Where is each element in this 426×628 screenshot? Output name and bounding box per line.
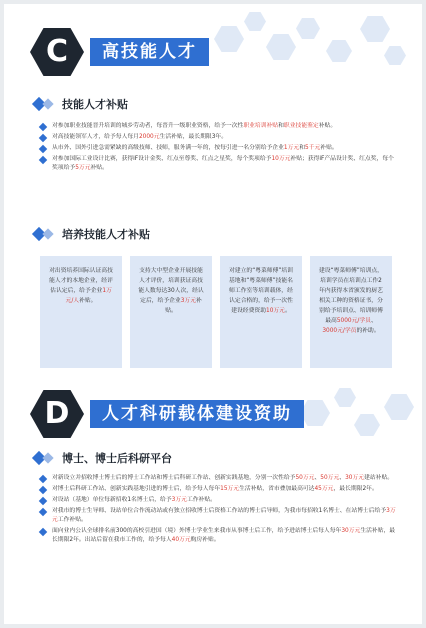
body-text: 补贴；获得iF产品设计奖、红点奖，每个奖项给予	[52, 156, 394, 171]
highlight-text: 50万元	[295, 475, 315, 481]
highlight-text: 50万元	[320, 475, 340, 481]
body-text: 购房补贴。	[190, 537, 220, 543]
section-d-title: 人才科研载体建设资助	[90, 400, 304, 428]
body-text: 面向业内公认全球排名前300的高校引进国（境）外博士学业生来我市从事博士后工作，给予进站博士后每人每年	[52, 528, 342, 534]
body-text: 。	[284, 308, 291, 314]
bullet-item	[40, 122, 396, 131]
subsection-title-text: 技能人才补贴	[62, 98, 128, 111]
highlight-text: 30万元	[345, 475, 365, 481]
body-text: 对出资培养国际认证高技能人才的本地企业，经评估认定后，给予企业	[49, 268, 113, 294]
section-c-header	[30, 28, 230, 74]
decor-hexagon	[384, 394, 414, 420]
bullet-item	[40, 507, 396, 525]
body-text: 对博士后科研工作站、创新实践基地引进的博士后，给予每人每年	[52, 486, 221, 492]
decor-hexagon	[296, 18, 320, 39]
highlight-text: 10万元	[271, 156, 291, 162]
body-text: 生活补贴，最长期限3年。	[159, 134, 227, 140]
body-text: 、	[339, 475, 346, 481]
info-card	[130, 256, 212, 368]
page	[4, 4, 422, 624]
body-text: 建设“粤菜师傅”培训点，培训学员在培训点工作2年内获得本省颁发的厨艺相关工种的资格证书，分别给予培训点、培训师傅最高	[319, 268, 383, 324]
bullet-diamond-icon	[39, 134, 47, 142]
body-text: 对设站（基地）单位每新招收1名博士后，给予	[52, 497, 172, 503]
decor-hexagon	[334, 388, 356, 407]
body-text: 从市外、国外引进急需紧缺的高级技师、技师，服务满一年的，按每引进一名分别给予企业	[52, 145, 284, 151]
section-c-title: 高技能人才	[90, 38, 209, 66]
highlight-text: 30万元	[341, 528, 361, 534]
info-card	[310, 256, 392, 368]
subsection-title-text: 培养技能人才补贴	[62, 228, 150, 241]
highlight-text: 45万元	[314, 486, 334, 492]
highlight-text: 10万元	[266, 308, 285, 314]
bullet-list-3	[40, 474, 396, 547]
highlight-text: 3万元	[171, 497, 187, 503]
body-text: 补贴。	[79, 298, 97, 304]
highlight-text: 15万元	[220, 486, 240, 492]
decor-hexagon	[360, 16, 390, 42]
bullet-diamond-icon	[39, 156, 47, 164]
section-d-letter: D	[44, 396, 70, 431]
body-text: 补贴。	[320, 145, 338, 151]
body-text: 支持大中型企业开展技能人才评价，培训获证高技能人数每达30人次，经认定后，给予企业	[138, 268, 204, 304]
bullet-item	[40, 144, 396, 153]
info-card	[220, 256, 302, 368]
body-text: 对我市的博士生导师、设站单位合作流动站或有独立招收博士后资格工作站的博士后导师，为我市每招收1名博士、在站博士后给予	[52, 508, 387, 514]
body-text: 补贴。	[90, 165, 108, 171]
bullet-diamond-icon	[39, 145, 47, 153]
highlight-text: 2000元	[138, 134, 160, 140]
diamond-icon	[42, 98, 53, 109]
highlight-text: 5千元	[305, 145, 321, 151]
body-text: 生活补贴，最长期限2年。出站后留在我市工作的，给予每人	[52, 528, 396, 543]
body-text: 对参加国际工业设计比赛，获得iF设计金奖、红点至尊奖、红点之星奖，每个奖项给予	[52, 156, 272, 162]
bullet-item	[40, 496, 396, 505]
body-text: 对建立的“粤菜师傅”培训基地和“粤菜师傅”技能名师工作室等培训载体，经认定合格的，给予一次性建设经费资助	[229, 268, 293, 314]
body-text: 补贴。	[165, 298, 202, 314]
body-text: 和	[278, 123, 284, 129]
body-text: 和	[299, 145, 305, 151]
bullet-diamond-icon	[39, 508, 47, 516]
body-text: 补贴。	[318, 123, 337, 129]
bullet-item	[40, 527, 396, 545]
bullet-diamond-icon	[39, 123, 47, 131]
highlight-text: 3万元	[180, 298, 197, 304]
highlight-text: 职业培训补贴	[243, 123, 279, 129]
highlight-text: 40万元	[171, 537, 191, 543]
body-text: 、	[370, 318, 377, 324]
body-text: 对参加职业技能晋升培训的城乡劳动者，每晋升一级职业资格，给予一次性	[52, 123, 244, 129]
body-text: 生活补贴，省市叠加最高可达	[239, 486, 315, 492]
bullet-item	[40, 485, 396, 494]
diamond-icon	[42, 228, 53, 239]
bullet-diamond-icon	[39, 497, 47, 505]
highlight-text: 5000元/学员	[336, 318, 371, 324]
body-text: 对高技能领军人才，给予每人每月	[52, 134, 139, 140]
bullet-diamond-icon	[39, 475, 47, 483]
bullet-item	[40, 474, 396, 483]
body-text: 的补助。	[356, 328, 380, 334]
body-text: 工作补贴。	[186, 497, 216, 503]
decor-hexagon	[384, 46, 406, 65]
decor-hexagon	[354, 414, 380, 436]
highlight-text: 1万元	[283, 145, 300, 151]
bullet-diamond-icon	[39, 486, 47, 494]
card-row	[40, 256, 392, 368]
body-text: ，最长期限2年。	[333, 486, 378, 492]
highlight-text: 5万元	[75, 165, 91, 171]
bullet-item	[40, 155, 396, 173]
bullet-list-1	[40, 122, 396, 175]
decor-hexagon	[266, 34, 296, 60]
info-card	[40, 256, 122, 368]
highlight-text: 3000元/学员	[322, 328, 357, 334]
body-text: 对新设立并招收博士博士后的博士工作站和博士后科研工作站、创新实践基地，分别一次性给予	[52, 475, 296, 481]
subsection-title-text: 博士、博士后科研平台	[62, 452, 172, 465]
bullet-diamond-icon	[39, 528, 47, 536]
highlight-text: 职业技能鉴定	[283, 123, 319, 129]
diamond-icon	[42, 452, 53, 463]
body-text: 工作补贴。	[57, 517, 87, 523]
highlight-text: 3万元	[52, 508, 396, 523]
decor-hexagon	[244, 12, 266, 31]
body-text: 建站补贴。	[364, 475, 394, 481]
decor-hexagon	[326, 40, 352, 62]
section-c-letter: C	[45, 34, 69, 69]
section-d-header	[30, 390, 310, 436]
body-text: 、	[314, 475, 321, 481]
highlight-text: 1万元/人	[65, 288, 112, 304]
bullet-item	[40, 133, 396, 142]
